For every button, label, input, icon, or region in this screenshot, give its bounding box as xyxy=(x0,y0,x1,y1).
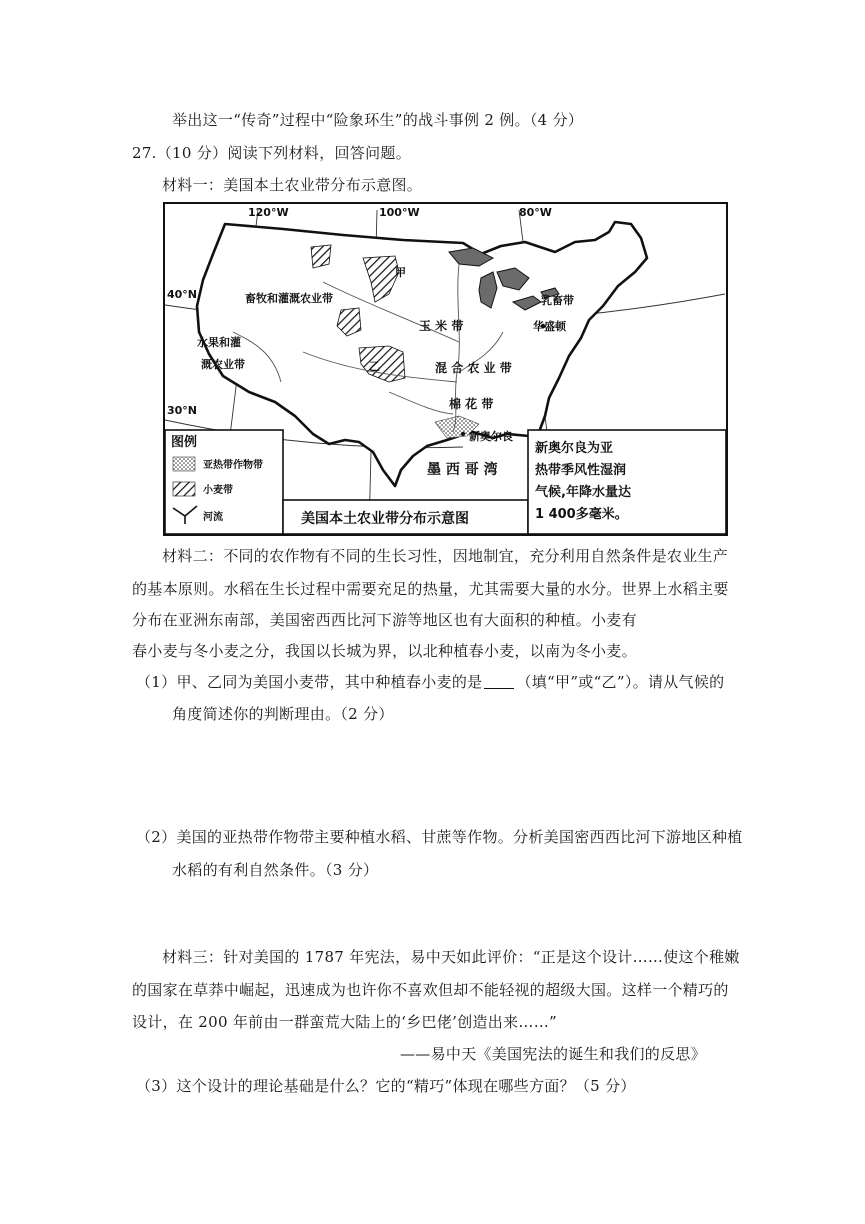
question-1-line-1 xyxy=(136,672,724,692)
lat-label-30n: 30°N xyxy=(167,404,198,417)
lat-label-40n: 40°N xyxy=(167,288,198,301)
lon-label-100w: 100°W xyxy=(379,206,420,219)
lon-label-120w: 120°W xyxy=(248,206,289,219)
legend-item-wheat: 小麦带 xyxy=(203,485,233,496)
question-1-text-b: （填“甲”或“乙”）。请从气候的 xyxy=(516,673,725,691)
legend-item-subtropical: 亚热带作物带 xyxy=(203,460,263,471)
legend-swatch-subtropical xyxy=(173,457,195,471)
lon-label-80w: 80°W xyxy=(519,206,552,219)
material2-line-2: 的基本原则。水稻在生长过程中需要充足的热量，尤其需要大量的水分。世界上水稻主要 xyxy=(132,580,729,598)
map-note-line-3: 气候,年降水量达 xyxy=(535,485,631,500)
material3-source: ——易中天《美国宪法的诞生和我们的反思》 xyxy=(400,1045,707,1063)
agriculture-belt-map xyxy=(163,202,728,536)
gulf-label: 墨 西 哥 湾 xyxy=(427,462,498,478)
belt-label-dairy: 乳畜带 xyxy=(541,294,574,307)
material2-line-4: 春小麦与冬小麦之分，我国以长城为界，以北种植春小麦，以南为冬小麦。 xyxy=(132,642,637,660)
q27-header: 27.（10 分）阅读下列材料，回答问题。 xyxy=(132,144,412,162)
wheat-label-yi: 乙 xyxy=(369,360,380,373)
wheat-label-jia: 甲 xyxy=(395,266,406,279)
map-note-line-4: 1 400多毫米。 xyxy=(535,507,628,522)
question-3: （3）这个设计的理论基础是什么？它的“精巧”体现在哪些方面？（5 分） xyxy=(136,1077,636,1095)
city-label-new-orleans: 新奥尔良 xyxy=(469,430,513,443)
material3-line-2: 的国家在草莽中崛起，迅速成为也许你不喜欢但却不能轻视的超级大国。这样一个精巧的 xyxy=(132,981,729,999)
map-note-line-1: 新奥尔良为亚 xyxy=(535,441,614,456)
question-2-line-2: 水稻的有利自然条件。（3 分） xyxy=(172,861,379,879)
belt-label-mixed: 混 合 农 业 带 xyxy=(435,361,512,375)
legend-swatch-wheat xyxy=(173,482,195,496)
belt-label-fruit-1: 水果和灌 xyxy=(197,336,241,349)
q26-tail-line: 举出这一“传奇”过程中“险象环生”的战斗事例 2 例。（4 分） xyxy=(172,111,584,129)
question-1-text-a: （1）甲、乙同为美国小麦带，其中种植春小麦的是 xyxy=(136,673,483,691)
material2-line-1: 材料二：不同的农作物有不同的生长习性，因地制宜，充分利用自然条件是农业生产 xyxy=(162,547,729,565)
material3-line-1: 材料三：针对美国的 1787 年宪法，易中天如此评价：“正是这个设计……使这个稚嫩 xyxy=(162,948,740,966)
question-2-line-1: （2）美国的亚热带作物带主要种植水稻、甘蔗等作物。分析美国密西西比河下游地区种植 xyxy=(136,828,743,846)
legend-item-river: 河流 xyxy=(203,512,223,523)
legend-title: 图例 xyxy=(171,435,198,450)
belt-label-livestock: 畜牧和灌溉农业带 xyxy=(245,292,333,305)
answer-blank[interactable] xyxy=(484,674,514,689)
material2-line-3: 分布在亚洲东南部，美国密西西比河下游等地区也有大面积的种植。小麦有 xyxy=(132,611,637,629)
material1-title: 材料一：美国本土农业带分布示意图。 xyxy=(162,176,423,194)
city-label-washington: 华盛顿 xyxy=(533,320,566,333)
belt-label-corn: 玉 米 带 xyxy=(419,319,464,333)
question-1-line-2: 角度简述你的判断理由。（2 分） xyxy=(172,705,394,723)
belt-label-cotton: 棉 花 带 xyxy=(449,397,494,411)
map-note-line-2: 热带季风性湿润 xyxy=(535,463,627,478)
map-title: 美国本土农业带分布示意图 xyxy=(301,511,469,527)
legend-box xyxy=(165,430,283,534)
material3-line-3: 设计，在 200 年前由一群蛮荒大陆上的‘乡巴佬’创造出来……” xyxy=(132,1013,557,1031)
belt-label-fruit-2: 溉农业带 xyxy=(201,358,245,371)
new-orleans-dot xyxy=(461,432,465,436)
